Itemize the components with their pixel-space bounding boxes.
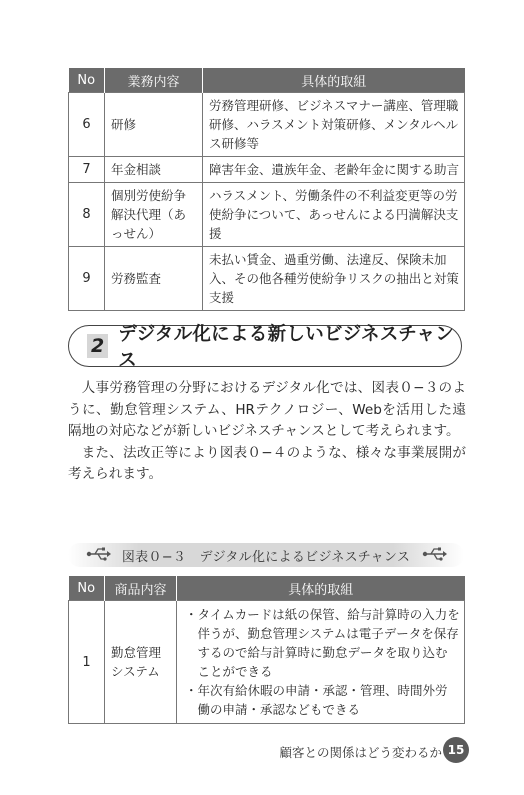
- table-header-row: [69, 68, 465, 93]
- bullet-text: タイムカードは紙の保管、給与計算時の入力を伴うが、勤怠管理システムは電子データを保存するので給与計算時に勤怠データを取り込むことができる: [197, 607, 460, 679]
- table-row: [69, 601, 465, 724]
- business-table: [68, 68, 465, 311]
- header-detail: 具体的取組: [203, 68, 465, 93]
- table-row: [69, 157, 465, 183]
- row-no: 1: [69, 601, 105, 724]
- bullet-text: 年次有給休暇の申請・承認・管理、時間外労働の申請・承認などもできる: [197, 683, 448, 717]
- row-detail-list: [177, 601, 465, 724]
- paragraph: 人事労務管理の分野におけるデジタル化では、図表０−３のように、勤怠管理システム、HRテクノロジー、Webを活用した遠隔地の対応などが新しいビジネスチャンスとして考えられます。: [68, 380, 466, 439]
- row-detail: ハラスメント、労働条件の不利益変更等の労使紛争について、あっせんによる円満解決支援: [203, 183, 465, 247]
- row-product: 勤怠管理システム: [105, 601, 177, 724]
- row-detail: 労務管理研修、ビジネスマナー講座、管理職研修、ハラスメント対策研修、メンタルヘルス研修等: [203, 93, 465, 157]
- page-number: 15: [443, 737, 469, 763]
- figure-caption-bar: [68, 543, 464, 567]
- row-no: 6: [69, 93, 105, 157]
- row-no: 8: [69, 183, 105, 247]
- header-category: 業務内容: [105, 68, 203, 93]
- row-no: 9: [69, 247, 105, 311]
- header-detail: 具体的取組: [177, 576, 465, 601]
- row-detail: 未払い賃金、過重労働、法違反、保険未加入、その他各種労使紛争リスクの抽出と対策支援: [203, 247, 465, 311]
- table-row: [69, 93, 465, 157]
- row-category: 研修: [105, 93, 203, 157]
- section-number: 2: [87, 334, 108, 358]
- row-category: 労務監査: [105, 247, 203, 311]
- table-row: [69, 183, 465, 247]
- row-detail: 障害年金、遺族年金、老齢年金に関する助言: [203, 157, 465, 183]
- running-title: 顧客との関係はどう変わるか: [279, 745, 442, 760]
- table-row: [69, 247, 465, 311]
- header-product: 商品内容: [105, 576, 177, 601]
- product-table: [68, 576, 465, 724]
- row-no: 7: [69, 157, 105, 183]
- section-title: デジタル化による新しいビジネスチャンス: [118, 324, 455, 371]
- row-category: 個別労使紛争解決代理（あっせん）: [105, 183, 203, 247]
- figure-caption: 図表０−３ デジタル化によるビジネスチャンス: [121, 549, 411, 565]
- paragraph: また、法改正等により図表０−４のような、様々な事業展開が考えられます。: [68, 444, 466, 482]
- table-header-row: [69, 576, 465, 601]
- header-no: No: [69, 68, 105, 93]
- page-footer: [0, 737, 524, 767]
- header-no: No: [69, 576, 105, 601]
- list-item: ・ タイムカードは紙の保管、給与計算時の入力を伴うが、勤怠管理システムは電子データを保存するので給与計算時に勤怠データを取り込むことができる: [185, 607, 460, 679]
- row-category: 年金相談: [105, 157, 203, 183]
- body-text: [68, 378, 466, 486]
- list-item: ・ 年次有給休暇の申請・承認・管理、時間外労働の申請・承認などもできる: [185, 681, 460, 719]
- usb-icon: [86, 546, 112, 566]
- usb-icon: [422, 546, 448, 566]
- section-heading: [68, 324, 462, 371]
